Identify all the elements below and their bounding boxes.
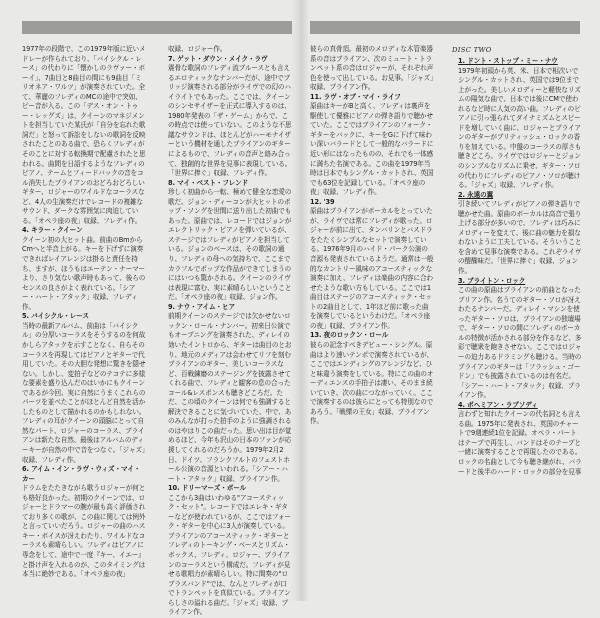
paragraph: 1977年の段階で、この1979年版に近いメドレーが作られており、「バイシクル・レース」の代わりに「懐かしのラヴァー・ボーイ」、7曲目と8曲目の間にも9曲目「ミリオネア・ワルツ」が演奏されていた。全て、華麗のフレディのMCの途中で突如、ピー音が入る。この「デス・オン・トゥー・レッグズ」は、クイーンのマネジメントを担当していた某氏が「自分を忘れた歌詞だ」と怒って訴訟をしないの歌詞を反映されたことのある曲で、恐らくフレディがそのことに対する転換期で配慮されたと思われる。曲間を日語するようなフレディのピアノ、テームとフィードバックの音をコル消失したブライアンのおどろおどろしいギター、ロジャーのワイルドなコーラスなど、4人の生演奏だけでレコードの複雑なサウンド、ダークな雰囲気に肉迫している。「オペラ座の夜」収録、フレディ作。 xyxy=(22,45,146,225)
paragraph: 原曲はキーがBと高く、フレディは裏声を駆使して優雅にピアノの弾き語りで聴かせていた。ここではブライアンのフォーク・ギターをバックに、キーをGに下げて味わい深いバラードとして一般的なバラードに近い形にはなったものの、それでも一体感に満ちた名演である。この曲を1979年当時は日本でもシングル・カットされ、英国でも63位を記録している。「オペラ座の夜」収録、フレディ作。 xyxy=(310,102,434,197)
track-heading: 7. ゲット・ダウン・メイク・ラヴ xyxy=(168,54,268,63)
track-heading: 2. 永遠の翼 xyxy=(458,190,494,199)
paragraph: 引き続いてフレディがピアノの弾き語りで聴かせた曲。原曲のボーカルは高音で張り上げる部分が多いので、フレディは巧みにメロディーを変えて、後に曲の魅力を損なわないように工夫している。そういうことを含めて見事な演奏である。これぞライヴの醍醐味だ。「世界に捧ぐ」収録、ジョン作。 xyxy=(458,200,582,276)
paragraph: 原曲はブライアンがボーカルをとっていたが、ライヴでは常にフレディが歌った。ロジャーが前に出て、タンバリンとバスドラをたたくシンプルなセットで演奏している。1976年9月のハイド・パーク公演の音源も発表されているようだ。通常は一般的なカントリー風味のアコースティックな演奏に加え、フレディは楽曲の内容に合わせたような歌い方もしている。ここでは1曲目はステージのアコースティック・セットの2曲目として、1年ほど前に歌った曲を演奏しているというわけだ。「オペラ座の夜」収録、ブライアン作。 xyxy=(310,207,434,330)
liner-notes-column-4 xyxy=(458,45,582,585)
track-heading: 4. ボヘミアン・ラプソディ xyxy=(458,400,538,409)
paragraph: 震骨な歌詞のフレディ流ブルースとも言えるエロティックなナンバーだが、途中でブリッジ演奏される部分がライヴでの幻のハイライトでもあった。ここでは、クイーンのシンセサイザーを正式に導入するのは、1980年発表の「ザ・ゲーム」からで、この時点では使っていない。このような不思議なサウンドは、ほとんどがハーモナイザーという機材を通したブライアンのギターによるもので、フレディの音声と絡み合って、独創的な世界を見事に表現している。「世界に捧ぐ」収録、フレディ作。 xyxy=(168,64,292,178)
paragraph: この曲の原曲はブライアンの前曲となったブリアン作。名うてのギター・ソロが冴えわたるナンバーだ。ディレイ・マシンを使ったギター・ソロは、ブライアンの独壇場で、ギター・ソロの間にフレディのボーカルの特徴が活かされる部分を作るなど、多彩で聴衆を飽きさせない。ここではロジャーの迫力あるドラミングも聴ける。当時のブライアンのギターは「フラッシュ・ゴードン」でも披露されているのは有名だ。「シアー・ハート・アタック」収録、ブライアン作。 xyxy=(458,286,582,400)
track-heading: 8. マイ・ベスト・フレンド xyxy=(168,178,248,187)
paragraph: 珍しく初曲から一転、極めて健全な恋愛の歌だ。ジョン・ディーコンが大ヒットのポップ・ソングを世間に送り出した初曲でもあった。原曲では、レコードではジョンがエレクトリック・ピアノを弾いているが、ステージではフレディがピアノを担当している。ジョンのベースは、その歌詞の通り、フレディの母への気持ちで、ここまでカラフルでポップな作品ができてしまうのにはいつも驚かされる。クイーンのライヴは表現に富む、実に素晴らしいということだ。「オペラ座の夜」収録、ジョン作。 xyxy=(168,188,292,302)
page-fold xyxy=(291,0,309,601)
disc-two-label: DISC TWO xyxy=(452,46,492,54)
track-heading: 5. バイシクル・レース xyxy=(22,312,89,321)
paragraph: 彼らの記念すべきデビュー・シングル。原曲はより速いテンポで演奏されているが、ここではエンディングのアレンジなど、ひと味違う演奏をしている。特にこの曲のオーディエンスの手拍子は凄い、そのまま続いていき、次の曲につながっていく。ここで演奏するのは彼らにとっても特別なのであろう。「戦慄の王女」収録、ブライアン作。 xyxy=(310,340,434,426)
track-heading: 4. キラー・クイーン xyxy=(22,226,83,235)
track-heading: 3. ブライトン・ロック xyxy=(458,276,526,285)
paragraph: 彼らの真骨頂。最初のメロディな木管楽器系の音はブライアン、次のミュート・トランペット系の音はロジャーが、それぞれ声色を使って出している。お見事。「ジャズ」収録、ブライアン作。 xyxy=(310,45,434,92)
track-heading: 13. 夜のロックン・ロール xyxy=(310,331,389,340)
track-heading: 12. '39 xyxy=(310,197,335,206)
track-heading: 9. ナウ・アイム・ヒア xyxy=(168,302,235,311)
track-heading: 6. アイム・イン・ラヴ・ウィズ・マイ・カー xyxy=(22,465,141,483)
paragraph: ドラムをたたきながら歌うロジャーが何とも格好良かった。初期のクイーンでは、ロジャーとドラマーの腕が最も高く評価されており多くの歌が、この曲に関しては例外と言っていいだろう。ロジャーの曲のハスキー・ボイスが冴えわたり、ワイルドなコーラスも素晴らしい。フレディはピアノに専念をして、途中で一度『キー、イエー』と掛け声を入れるのが、このタイミングは本当に絶妙である。「オペラ座の夜」 xyxy=(22,484,146,579)
paragraph: 1979年初頭から英、米、日本で相次いでシングル・カットされ、英国では9位まで上がった。美しいメロディーと軽快なリズムの陽気な曲で、日本では後にCMで使われるなど時に人気の高い曲。フレディのピアノに引っ張られてダイナミズムとスピードを増していく曲に、ロジャーとブライアンのギターがブリティッシュ・ロックの香りを加えている。中盤のコーラスの厚さも聴きどころ。ライヴではロジャーとジョンのシンプルなリズムに乗せ、ギター・ソロの代わりにフレディのピアノ・ソロが聴ける。「ジャズ」収録、フレディ作。 xyxy=(458,66,582,190)
paragraph: 言わずと知れたクイーンの代名詞とも言える曲。1975年に発表され、英国のチャートで9週連続1位を記録。オペラ・パートはテープで再生し、バンドはそのテープと一緒に演奏することで再現したのである。ロックの名曲として今も聴き継がれ、バラードと後半のハード・ロックの部分を見事 xyxy=(458,410,582,476)
liner-notes-column-3 xyxy=(310,45,434,585)
track-heading: 1. ドント・ストップ・ミー・ナウ xyxy=(458,57,558,65)
track-heading: 10. ドリーマーズ・ボール xyxy=(168,484,247,493)
paragraph: 当時の最新アルバム、前曲は「バイシクル」の分厚いコーラスをそうするのを何故かしらアタックを示すことなく、自らそのコーラスを再現してはピアノとギターで代用していた。その大胆な発想に驚きを隠せない。しかし、変拍子などのテコテに多様な要素を盛り込んだのはいかにもクイーンであるが今回、実に自然にうまくこれらのパーツを並べたことがほとんど自然を活かしたものとして描かれるのかもしれない。フレディの耳がクイーンの頭脳にとって自然なパート、ロジャーのコーラス、ブライアンは新たな自然、最後はアルバムのディーキーが自然の中で音をつなぐ。「ジャズ」収録、フレディ作。 xyxy=(22,321,146,464)
track-heading: 11. ラヴ・オブ・マイ・ライフ xyxy=(310,92,401,101)
liner-notes-column-1 xyxy=(22,45,146,585)
paragraph: 収録、ロジャー作。 xyxy=(168,45,227,53)
paragraph: クイーン初の大ヒット曲。前曲のBmからCmへと半音上がる。キーを下げずに演奏できればレイアレンジは掛ると責任を持ち、ますが、ほうもはエーテン・ナーマーより、さり気ない歌声時もあって、後らのセンスの良さがよく表れている。「シアー・ハート・アタック」収録、フレディ作。 xyxy=(22,235,146,311)
liner-notes-column-2 xyxy=(168,45,292,617)
header-bar-right xyxy=(310,21,580,34)
paragraph: 前期クイーンのステージでは欠かせないロックン・ロール・ナンバー。初来日公演でもオープニングを演奏された、ディレイの効いたイントロから、ギターは曲目のとおり、地元のメディアは会わせてリフを刻むブライアンのギター、美しいコーラスなど、百戦錬磨のステージングを披露させてくれる曲で、フレディと観客の息の合ったコール&レスポンスも聴きどころだ。ただ、この頃のクイーンは何でも強調すると解決できることに気づいていた、中で、あのみんなが打った拍手のように強調されるのはやはりこの曲だった。思い出は目が覚めるほど、今年も沢山の日本のファンが応援してくれるのだろうか。1979年2月2日、ドイツ、フランクフルトのフェストホール公演の音源といわれる。「シアー・ハート・アタック」収録、ブライアン作。 xyxy=(168,312,292,483)
paragraph: ここから3曲はいわゆる"アコースティック・セット"。レコードではエレキ・ギターなどが使われているが、ここではフォーク・ギターを中心に3人が演奏している。ブライアンのアコースティック・ギターとフレディのトーキング・ベースとリズム・ボックス、フレディ、ロジャー、ブライアンのコーラスという構成だ。フレディが見せる歌唱力が素晴らしい。特に間奏の"ロブラスバンド"では、なんとフレディが口でトランペットを真似ている。ブライアンらしさの溢れる曲だ。「ジャズ」収録、ブライアン作。 xyxy=(168,493,292,617)
header-bar-left xyxy=(22,21,292,34)
